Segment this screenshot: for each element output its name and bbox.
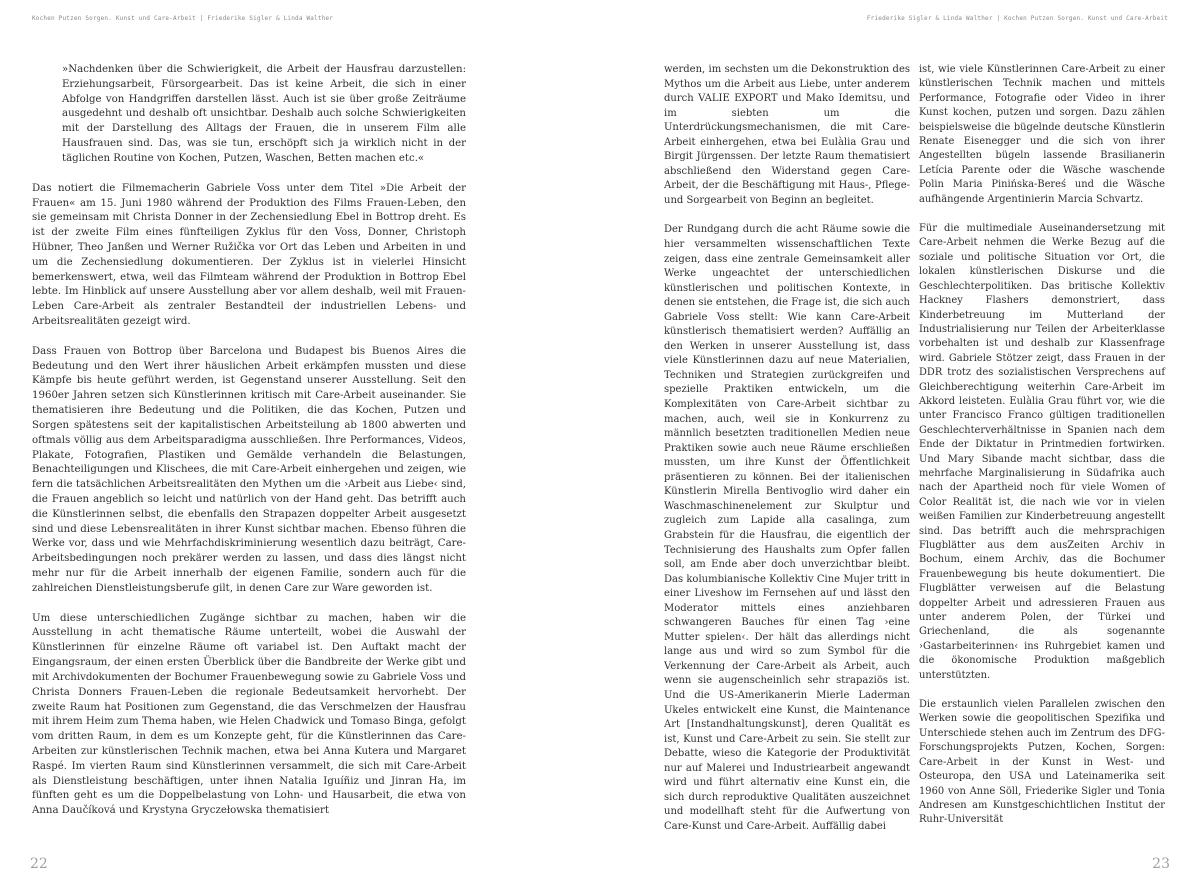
body-paragraph: werden, im sechsten um die Dekonstruktion des Mythos um die Arbeit aus Liebe, unter anderem durch VALIE EXPORT und Mako Idemitsu, und im siebten um die Unterdrückungsmechanismen, die mit Care-Arbeit einhergehen, etwa bei Eulàlia Grau und Birgit Jürgenssen. Der letzte Raum thematisiert abschließend den Widerstand gegen Care-Arbeit, der die Beschäftigung mit Haus-, Pflege- und Sorgearbeit von Beginn an begleitet. bbox=[664, 64, 910, 206]
right-text-column-2 bbox=[919, 63, 1165, 828]
body-paragraph: Der Rundgang durch die acht Räume sowie die hier versammelten wissenschaftlichen Texte zeigen, dass eine zentrale Gemeinsamkeit aller Werke ungeachtet der unterschiedlichen künstlerischen und politischen Kontexte, in denen sie entstehen, die Frage ist, die sich auch Gabriele Voss stellt: Wie kann Care-Arbeit künstlerisch thematisiert werden? Auffällig an den Werken in unserer Ausstellung ist, dass viele Künstlerinnen dazu auf neue Materialien, Techniken und Strategien zurückgreifen und spezielle Praktiken entwickeln, um die Komplexitäten von Care-Arbeit sichtbar zu machen, auch, weil sie in Konkurrenz zu männlich besetzten traditionellen Medien neue Praktiken sowie auch neue Räume erschließen mussten, um ihre Kunst der Öffentlichkeit präsentieren zu können. Bei der italienischen Künstlerin Mirella Bentivoglio wird daher ein Waschmaschinenelement zur Skulptur und zugleich zum Lapide alla casalinga, zum Grabstein für die Hausfrau, die eigentlich der Technisierung des Haushalts zum Opfer fallen soll, am Ende aber doch unverzichtbar bleibt. Das kolumbianische Kollektiv Cine Mujer tritt in einer Liveshow im Fernsehen auf und lässt den Moderator mittels eines anziehbaren schwangeren Bauches für einen Tag ›eine Mutter spielen‹. Der hält das allerdings nicht lange aus und wird so zum Symbol für die Verkennung der Care-Arbeit als Arbeit, auch wenn sie augenscheinlich sehr strapaziös ist. Und die US-Amerikanerin Mierle Laderman Ukeles entwickelt eine Kunst, die Maintenance Art [Instandhaltungskunst], deren Qualität es ist, Kunst und Care-Arbeit zu sein. Sie stellt zur Debatte, wieso die Kategorie der Produktivität nur auf Malerei und Industriearbeit angewandt wird und führt alternativ eine Kunst ein, die sich durch reproduktive Qualitäten auszeichnet und modellhaft steht für die Aufwertung von Care-Kunst und Care-Arbeit. Auffällig dabei bbox=[664, 224, 910, 832]
body-paragraph: Die erstaunlich vielen Parallelen zwischen den Werken sowie die geopolitischen Spezifika und Unterschiede stehen auch im Zentrum des DFG-Forschungsprojekts Putzen, Kochen, Sorgen: Care-Arbeit in der Kunst in West- und Osteuropa, den USA und Lateinamerika seit 1960 von Anne Söll, Friederike Sigler und Tonia Andresen am Kunstgeschichtlichen Institut der Ruhr-Universität bbox=[919, 699, 1165, 826]
page-number-right: 23 bbox=[1152, 856, 1170, 872]
body-paragraph: Dass Frauen von Bottrop über Barcelona und Budapest bis Buenos Aires die Bedeutung und den Wert ihrer häuslichen Arbeit erkämpfen mussten und diese Kämpfe bis heute geführt werden, ist Gegenstand unserer Ausstellung. Seit den 1960er Jahren setzen sich Künstlerinnen kritisch mit Care-Arbeit auseinander. Sie thematisieren ihre Bedeutung und die Politiken, die das Kochen, Putzen und Sorgen spätestens seit der kapitalistischen Arbeitsteilung ab 1800 abwerten und oftmals völlig aus dem Arbeitsparadigma ausschließen. Ihre Performances, Videos, Plakate, Fotografien, Plastiken und Gemälde verhandeln die Belastungen, Benachteiligungen und Klischees, die mit Care-Arbeit einhergehen und zeigen, wie fern die tatsächlichen Arbeitsrealitäten den Mythen um die ›Arbeit aus Liebe‹ sind, die Frauen angeblich so leicht und natürlich von der Hand geht. Das betrifft auch die Künstlerinnen selbst, die ebenfalls den Strapazen doppelter Arbeit ausgesetzt sind und diese Lebensrealitäten in ihrer Kunst sichtbar machen. Ebenso führen die Werke vor, dass und wie Mehrfachdiskriminierung wesentlich dazu beiträgt, Care-Arbeitsbedingungen noch prekärer werden zu lassen, und dass dies längst nicht mehr nur für die Arbeit innerhalb der eigenen Familie, sondern auch für die zahlreichen Dienstleistungsberufe gilt, in denen Care zur Ware geworden ist. bbox=[32, 345, 466, 594]
running-head-right: Friederike Sigler & Linda Walther | Kochen Putzen Sorgen. Kunst und Care-Arbeit bbox=[866, 15, 1168, 22]
right-page bbox=[600, 0, 1200, 884]
right-text-column-1 bbox=[664, 63, 910, 834]
body-paragraph: ist, wie viele Künstlerinnen Care-Arbeit zu einer künstlerischen Technik machen und mittels Performance, Fotografie oder Video in ihrer Kunst kochen, putzen und sorgen. Dazu zählen beispielsweise die bügelnde deutsche Künstlerin Renate Eisenegger und die sich von ihrer Angestellten bügeln lassende Brasilianerin Letícia Parente oder die Wäsche waschende Polin Maria Pinińska-Bereś und die Wäsche aufhängende Argentinierin Marcia Schvartz. bbox=[919, 64, 1165, 205]
page-number-left: 22 bbox=[30, 856, 48, 872]
body-paragraph: Um diese unterschiedlichen Zugänge sichtbar zu machen, haben wir die Ausstellung in acht thematische Räume unterteilt, wobei die Auswahl der Künstlerinnen für einzelne Räume oft variabel ist. Den Auftakt macht der Eingangsraum, der einen ersten Überblick über die Bandbreite der Werke gibt und mit Archivdokumenten der Bochumer Frauenbewegung sowie zu Gabriele Voss und Christa Donners Frauen-Leben die regionale Bedeutsamkeit hervorhebt. Der zweite Raum hat Positionen zum Gegenstand, die das Verschmelzen der Hausfrau mit ihrem Heim zum Thema haben, wie Helen Chadwick und Tomaso Binga, gefolgt vom dritten Raum, in dem es um Konzepte geht, für die Künstlerinnen das Care-Arbeiten zur künstlerischen Technik machen, etwa bei Anna Kutera und Margaret Raspé. Im vierten Raum sind Künstlerinnen versammelt, die sich mit Care-Arbeit als Dienstleistung beschäftigen, unter ihnen Natalia Iguíñiz und Jinran Ha, im fünften geht es um die Doppelbelastung von Lohn- und Hausarbeit, die etwa von Anna Daučíková und Krystyna Gryczełowska thematisiert bbox=[32, 612, 466, 817]
body-paragraph: Für die multimediale Auseinandersetzung mit Care-Arbeit nehmen die Werke Bezug auf die soziale und politische Situation vor Ort, die lokalen künstlerischen Diskurse und die Geschlechterpolitiken. Das britische Kollektiv Hackney Flashers demonstriert, dass Kinderbetreuung im Mutterland der Industrialisierung nur Teilen der Arbeiterklasse vorbehalten ist und deshalb zur Klassenfrage wird. Gabriele Stötzer zeigt, dass Frauen in der DDR trotz des sozialistischen Versprechens auf Gleichberechtigung weiterhin Care-Arbeit im Akkord leisteten. Eulàlia Grau führt vor, wie die unter Francisco Franco gültigen traditionellen Geschlechterverhältnisse in Spanien nach dem Ende der Diktatur in Printmedien fortwirken. Und Mary Sibande macht sichtbar, dass die mehrfache Marginalisierung in Südafrika auch nach der Apartheid noch für viele Women of Color Realität ist, die nach wie vor in vielen weißen Familien zur Kinderbetreuung angestellt sind. Das betrifft auch die mehrsprachigen Flugblätter aus dem ausZeiten Archiv in Bochum, einem Archiv, das die Bochumer Frauenbewegung bis heute dokumentiert. Die Flugblätter verweisen auf die Belastung doppelter Arbeit und adressieren Frauen aus unter anderem Polen, der Türkei und Griechenland, die als sogenannte ›Gastarbeiterinnen‹ ins Ruhrgebiet kamen und die ökonomische Produktion maßgeblich unterstützten. bbox=[919, 223, 1165, 681]
opening-quote: »Nachdenken über die Schwierigkeit, die Arbeit der Hausfrau darzustellen: Erziehungsarbeit, Fürsorgearbeit. Das ist keine Arbeit, die sich in einer Abfolge von Handgriffen darstellen lässt. Auch ist sie über große Zeiträume ausgedehnt und deshalb oft unsichtbar. Deshalb auch solche Schwierigkeiten mit der Darstellung des Alltags der Frauen, die in unserem Film alle Hausfrauen sind. Das, was sie tun, erschöpft sich ja wirklich nicht in der täglichen Routine von Kochen, Putzen, Waschen, Betten machen etc.« bbox=[62, 64, 466, 164]
left-text-column bbox=[32, 63, 466, 819]
running-head-left: Kochen Putzen Sorgen. Kunst und Care-Arbeit | Friederike Sigler & Linda Walther bbox=[32, 15, 334, 22]
body-paragraph: Das notiert die Filmemacherin Gabriele Voss unter dem Titel »Die Arbeit der Frauen« am 15. Juni 1980 während der Produktion des Films Frauen-Leben, den sie gemeinsam mit Christa Donner in der Zechensiedlung Ebel in Bottrop dreht. Es ist der zweite Film eines fünfteiligen Zyklus für den Voss, Donner, Christoph Hübner, Theo Janßen und Werner Ružička vor Ort das Leben und Arbeiten in und um die Zechensiedlung dokumentieren. Der Zyklus ist in vielerlei Hinsicht bemerkenswert, etwa, weil das Filmteam während der Produktion in Bottrop Ebel lebte. Im Hinblick auf unsere Ausstellung aber vor allem deshalb, weil mit Frauen-Leben Care-Arbeit als zentraler Bestandteil der industriellen Lebens- und Arbeitsrealitäten gezeigt wird. bbox=[32, 182, 466, 327]
